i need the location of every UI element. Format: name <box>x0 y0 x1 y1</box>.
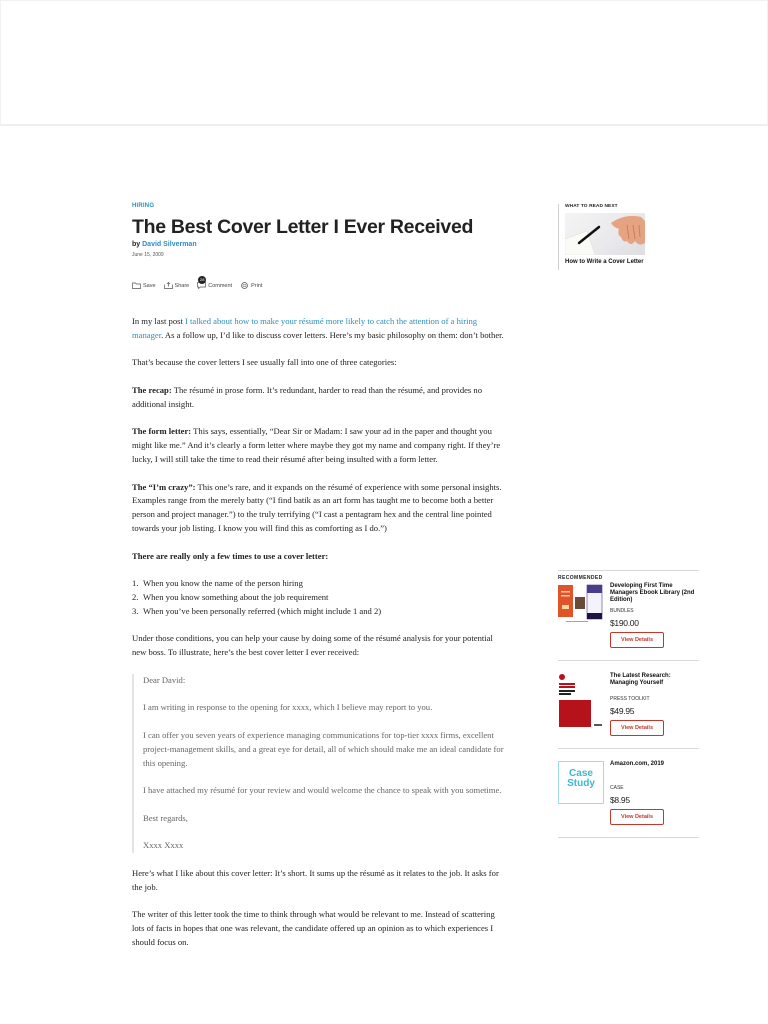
save-label: Save <box>143 282 156 289</box>
list-item <box>132 591 508 605</box>
article <box>132 194 508 963</box>
paragraph-form-letter <box>132 425 508 466</box>
recommended-products <box>558 570 699 838</box>
list-text: When you’ve been personally referred (which might include 1 and 2) <box>143 605 382 616</box>
divider <box>558 570 699 571</box>
product-price: $190.00 <box>610 618 639 628</box>
paragraph-what-i-like: Here’s what I like about this cover letter: It’s short. It sums up the résumé as it relates to the job. It asks for the job. <box>132 867 499 892</box>
comment-label: Comment <box>208 282 233 289</box>
paragraph-intro <box>132 315 508 343</box>
recap-label: The recap: <box>132 384 172 395</box>
folder-icon <box>132 282 141 289</box>
product-price: $49.95 <box>610 706 635 716</box>
paragraph-categories: That’s because the cover letters I see usually fall into one of three categories: <box>132 357 397 368</box>
product-item <box>558 581 699 661</box>
product-thumbnail-toolkit[interactable] <box>558 673 604 736</box>
save-button[interactable] <box>132 282 156 289</box>
author-link[interactable]: David Silverman <box>142 241 197 248</box>
list-number: 3. <box>132 605 139 616</box>
list-number: 2. <box>132 591 139 602</box>
case-text: Case <box>569 768 593 779</box>
share-button[interactable] <box>164 282 190 289</box>
press-toolkit-cover-image <box>558 673 604 731</box>
read-next-link[interactable]: How to Write a Cover Letter <box>565 259 644 265</box>
category-link[interactable]: HIRING <box>132 203 155 209</box>
previous-post-link[interactable]: I talked about how to make your résumé more likely to catch the attention of a hiring manager <box>132 316 478 340</box>
product-title[interactable]: Developing First Time Managers Ebook Library (2nd Edition) <box>610 583 695 603</box>
quote-line: I am writing in response to the opening for xxxx, which I believe may report to you. <box>143 702 433 713</box>
publish-date: June 15, 2009 <box>132 252 164 258</box>
read-next-label: WHAT TO READ NEXT <box>565 204 618 209</box>
list-item <box>132 605 508 619</box>
paragraph-illustrate: Under those conditions, you can help your cause by doing some of the résumé analysis for your potential new boss. To illustrate, here’s the best cover letter I ever received: <box>132 633 493 658</box>
what-to-read-next <box>558 204 668 270</box>
quote-line: Xxxx Xxxx <box>143 840 184 851</box>
quote-line: Dear David: <box>143 674 186 685</box>
byline <box>132 241 508 248</box>
use-cases-list <box>132 577 508 618</box>
paragraph-crazy <box>132 481 508 536</box>
product-type: PRESS TOOLKIT <box>610 696 650 702</box>
quote-line: Best regards, <box>143 812 188 823</box>
byline-prefix: by <box>132 241 141 248</box>
comment-button[interactable] <box>197 277 233 289</box>
paragraph-few-times <box>132 550 508 564</box>
text: This says, essentially, “Dear Sir or Madam: I saw your ad in the paper and thought you might like me.” And it’s clearly a form letter where maybe they got my name and company right. If they’re lucky, I will still take the time to read their résumé after being insulted with a form letter. <box>132 426 501 464</box>
product-thumbnail-case-study[interactable] <box>558 761 604 825</box>
recommended-label: RECOMMENDED <box>558 575 603 581</box>
product-thumbnail-ebooks[interactable] <box>558 583 604 648</box>
product-price: $8.95 <box>610 795 630 805</box>
print-button[interactable] <box>240 282 262 289</box>
product-title[interactable]: Amazon.com, 2019 <box>610 761 665 767</box>
share-label: Share <box>174 282 190 289</box>
printer-icon <box>240 282 249 289</box>
article-actions <box>132 277 508 289</box>
quote-line: I can offer you seven years of experience managing communications for top-tier xxxx firms, excellent project-management skills, and a great eye for detail, all of which should make me an ideal candidate for this opening. <box>143 729 504 768</box>
product-type: BUNDLES <box>610 608 634 614</box>
product-item <box>558 661 699 749</box>
article-title: The Best Cover Letter I Ever Received <box>132 216 474 238</box>
product-item <box>558 749 699 838</box>
product-info <box>610 673 699 736</box>
view-details-button[interactable]: View Details <box>610 632 664 648</box>
comment-count-badge: 28 <box>200 277 205 282</box>
text: This one’s rare, and it expands on the résumé of experience with some personal insights. Examples range from the merely batty (“I find batik as an art form has taught me to become both a better person and project manager.”) to the truly terrifying (“I cast a pentagram hex and the central line pointed towards your job listing. I know you will find this as comforting as I do.”) <box>132 481 502 533</box>
view-details-button[interactable]: View Details <box>610 720 664 736</box>
crazy-label: The “I’m crazy”: <box>132 481 196 492</box>
study-text: Study <box>567 778 595 789</box>
view-details-button[interactable]: View Details <box>610 809 664 825</box>
pen-and-hand-illustration <box>565 213 645 255</box>
case-study-cover <box>558 761 604 804</box>
form-letter-label: The form letter: <box>132 426 192 437</box>
read-next-image[interactable] <box>565 213 645 255</box>
list-number: 1. <box>132 578 139 589</box>
text: The résumé in prose form. It’s redundant, harder to read than the résumé, and provides no additional insight. <box>132 384 483 409</box>
article-body <box>132 315 508 950</box>
paragraph-recap <box>132 384 508 412</box>
product-info <box>610 583 699 648</box>
product-type: CASE <box>610 785 624 791</box>
list-item <box>132 577 508 591</box>
quote-line: I have attached my résumé for your review and would welcome the chance to speak with you sometime. <box>143 785 502 796</box>
share-icon <box>164 282 173 289</box>
cover-letter-quote <box>132 674 508 853</box>
paragraph-writer: The writer of this letter took the time to think through what would be relevant to me. Instead of scattering lots of facts in hopes that one was relevant, the candidate offered up an opinion as to which experiences I should focus on. <box>132 909 495 947</box>
print-label: Print <box>251 282 263 289</box>
few-times-heading: There are really only a few times to use a cover letter: <box>132 550 329 561</box>
text: . As a follow up, I’d like to discuss cover letters. Here’s my basic philosophy on them: don’t bother. <box>161 329 504 340</box>
book-covers-image <box>558 583 604 623</box>
text: In my last post <box>132 316 185 326</box>
top-banner-ad-slot <box>0 0 768 126</box>
list-text: When you know the name of the person hiring <box>143 578 303 589</box>
product-info <box>610 761 699 825</box>
list-text: When you know something about the job requirement <box>143 591 329 602</box>
product-title[interactable]: The Latest Research: Managing Yourself <box>610 673 671 686</box>
